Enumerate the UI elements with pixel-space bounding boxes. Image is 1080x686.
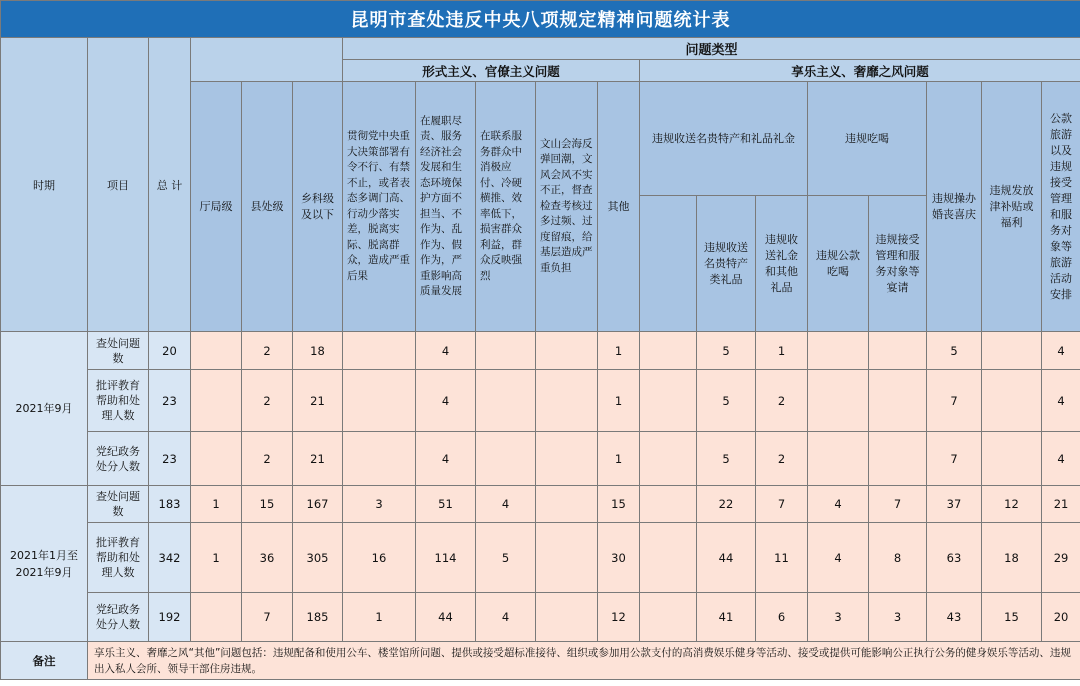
gift-spacer-cell xyxy=(640,593,697,642)
formalism-other-cell: 30 xyxy=(598,523,640,593)
formalism-col-3: 在联系服务群众中消极应付、冷硬横推、效率低下，损害群众利益，群众反映强烈 xyxy=(476,82,536,332)
formalism-1-cell: 16 xyxy=(343,523,416,593)
level-xiang-cell: 305 xyxy=(293,523,343,593)
travel-cell: 4 xyxy=(1042,370,1080,432)
formalism-2-cell: 114 xyxy=(416,523,476,593)
gift-b-cell: 1 xyxy=(756,332,808,370)
level-xian-cell: 2 xyxy=(242,370,293,432)
formalism-col-other: 其他 xyxy=(598,82,640,332)
eat-b-cell xyxy=(869,370,927,432)
gift-a-cell: 5 xyxy=(697,370,756,432)
level-xiang-cell: 18 xyxy=(293,332,343,370)
eat-a-cell xyxy=(808,332,869,370)
level-ting-cell: 1 xyxy=(191,523,242,593)
period-header: 时期 xyxy=(1,38,88,332)
gift-a-cell: 22 xyxy=(697,486,756,523)
gift-b-cell: 2 xyxy=(756,370,808,432)
wedding-cell: 7 xyxy=(927,432,982,486)
gift-a-cell: 41 xyxy=(697,593,756,642)
allowance-cell: 15 xyxy=(982,593,1042,642)
level-xian-cell: 2 xyxy=(242,432,293,486)
formalism-3-cell xyxy=(476,370,536,432)
wedding-cell: 63 xyxy=(927,523,982,593)
formalism-3-cell xyxy=(476,332,536,370)
total-cell: 342 xyxy=(149,523,191,593)
gift-spacer-cell xyxy=(640,332,697,370)
allowance-cell: 12 xyxy=(982,486,1042,523)
note-label: 备注 xyxy=(1,642,88,680)
formalism-2-cell: 4 xyxy=(416,332,476,370)
wedding-cell: 7 xyxy=(927,370,982,432)
gift-spacer-cell xyxy=(640,486,697,523)
eat-b-cell xyxy=(869,432,927,486)
gift-a-cell: 44 xyxy=(697,523,756,593)
formalism-other-cell: 15 xyxy=(598,486,640,523)
formalism-other-cell: 12 xyxy=(598,593,640,642)
travel-cell: 29 xyxy=(1042,523,1080,593)
item-header: 项目 xyxy=(88,38,149,332)
hedonism-gift-header: 违规收送名贵特产和礼品礼金 xyxy=(640,82,808,196)
level-xiang-cell: 185 xyxy=(293,593,343,642)
gift-b-cell: 2 xyxy=(756,432,808,486)
gift-b-cell: 11 xyxy=(756,523,808,593)
eat-b-cell: 3 xyxy=(869,593,927,642)
formalism-3-cell: 4 xyxy=(476,593,536,642)
level-xiang-header: 乡科级及以下 xyxy=(293,82,343,332)
level-xian-cell: 36 xyxy=(242,523,293,593)
level-xiang-cell: 167 xyxy=(293,486,343,523)
eat-a-cell: 4 xyxy=(808,523,869,593)
total-cell: 183 xyxy=(149,486,191,523)
allowance-cell xyxy=(982,332,1042,370)
level-ting-cell xyxy=(191,332,242,370)
row-item-label: 查处问题数 xyxy=(88,486,149,523)
formalism-2-cell: 51 xyxy=(416,486,476,523)
eat-b-cell xyxy=(869,332,927,370)
hedonism-travel-header: 公款旅游以及违规接受管理和服务对象等旅游活动安排 xyxy=(1042,82,1080,332)
eat-a-cell: 3 xyxy=(808,593,869,642)
formalism-1-cell: 3 xyxy=(343,486,416,523)
gift-spacer-cell xyxy=(640,370,697,432)
wedding-cell: 5 xyxy=(927,332,982,370)
eat-a-cell: 4 xyxy=(808,486,869,523)
formalism-4-cell xyxy=(536,332,598,370)
formalism-4-cell xyxy=(536,593,598,642)
period-label: 2021年9月 xyxy=(1,332,88,486)
total-cell: 23 xyxy=(149,370,191,432)
gift-a-cell: 5 xyxy=(697,432,756,486)
level-ting-header: 厅局级 xyxy=(191,82,242,332)
level-xiang-cell: 21 xyxy=(293,432,343,486)
row-item-label: 批评教育帮助和处理人数 xyxy=(88,370,149,432)
formalism-3-cell xyxy=(476,432,536,486)
note-text: 享乐主义、奢靡之风“其他”问题包括：违规配备和使用公车、楼堂馆所问题、提供或接受超标准接待、组织或参加用公款支付的高消费娱乐健身等活动、接受或提供可能影响公正执行公务的健身娱乐等活动、违规出入私人会所、领导干部住房违规。 xyxy=(88,642,1080,680)
formalism-other-cell: 1 xyxy=(598,332,640,370)
level-ting-cell xyxy=(191,432,242,486)
formalism-other-cell: 1 xyxy=(598,432,640,486)
gift-a-cell: 5 xyxy=(697,332,756,370)
level-xian-header: 县处级 xyxy=(242,82,293,332)
row-item-label: 批评教育帮助和处理人数 xyxy=(88,523,149,593)
eat-b-cell: 7 xyxy=(869,486,927,523)
level-ting-cell xyxy=(191,370,242,432)
eat-b-cell: 8 xyxy=(869,523,927,593)
total-header: 总 计 xyxy=(149,38,191,332)
travel-cell: 4 xyxy=(1042,332,1080,370)
formalism-1-cell xyxy=(343,332,416,370)
formalism-3-cell: 5 xyxy=(476,523,536,593)
row-item-label: 党纪政务处分人数 xyxy=(88,593,149,642)
gift-spacer-cell xyxy=(640,432,697,486)
gift-sub-b: 违规收送礼金和其他礼品 xyxy=(756,196,808,332)
level-group-header xyxy=(191,38,343,82)
formalism-1-cell: 1 xyxy=(343,593,416,642)
formalism-header: 形式主义、官僚主义问题 xyxy=(343,60,640,82)
formalism-2-cell: 4 xyxy=(416,370,476,432)
eat-a-cell xyxy=(808,432,869,486)
eat-a-cell xyxy=(808,370,869,432)
row-item-label: 党纪政务处分人数 xyxy=(88,432,149,486)
level-ting-cell: 1 xyxy=(191,486,242,523)
gift-b-cell: 6 xyxy=(756,593,808,642)
formalism-4-cell xyxy=(536,486,598,523)
formalism-3-cell: 4 xyxy=(476,486,536,523)
problem-type-header: 问题类型 xyxy=(343,38,1080,60)
gift-sub-a: 违规收送名贵特产类礼品 xyxy=(697,196,756,332)
total-cell: 192 xyxy=(149,593,191,642)
travel-cell: 4 xyxy=(1042,432,1080,486)
travel-cell: 21 xyxy=(1042,486,1080,523)
formalism-col-1: 贯彻党中央重大决策部署有令不行、有禁不止，或者表态多调门高、行动少落实差，脱离实际、脱离群众，造成严重后果 xyxy=(343,82,416,332)
allowance-cell xyxy=(982,432,1042,486)
formalism-4-cell xyxy=(536,432,598,486)
level-xian-cell: 2 xyxy=(242,332,293,370)
row-item-label: 查处问题数 xyxy=(88,332,149,370)
formalism-col-2: 在履职尽责、服务经济社会发展和生态环境保护方面不担当、不作为、乱作为、假作为，严重影响高质量发展 xyxy=(416,82,476,332)
formalism-other-cell: 1 xyxy=(598,370,640,432)
eat-sub-a: 违规公款吃喝 xyxy=(808,196,869,332)
hedonism-wedding-header: 违规操办婚丧喜庆 xyxy=(927,82,982,332)
level-xiang-cell: 21 xyxy=(293,370,343,432)
allowance-cell xyxy=(982,370,1042,432)
gift-spacer xyxy=(640,196,697,332)
formalism-2-cell: 44 xyxy=(416,593,476,642)
hedonism-eat-header: 违规吃喝 xyxy=(808,82,927,196)
level-xian-cell: 15 xyxy=(242,486,293,523)
hedonism-header: 享乐主义、奢靡之风问题 xyxy=(640,60,1080,82)
gift-spacer-cell xyxy=(640,523,697,593)
total-cell: 23 xyxy=(149,432,191,486)
hedonism-allowance-header: 违规发放津补贴或福利 xyxy=(982,82,1042,332)
table-title: 昆明市查处违反中央八项规定精神问题统计表 xyxy=(1,1,1080,38)
formalism-4-cell xyxy=(536,370,598,432)
period-label: 2021年1月至2021年9月 xyxy=(1,486,88,642)
level-ting-cell xyxy=(191,593,242,642)
travel-cell: 20 xyxy=(1042,593,1080,642)
formalism-4-cell xyxy=(536,523,598,593)
total-cell: 20 xyxy=(149,332,191,370)
wedding-cell: 43 xyxy=(927,593,982,642)
formalism-1-cell xyxy=(343,432,416,486)
level-xian-cell: 7 xyxy=(242,593,293,642)
allowance-cell: 18 xyxy=(982,523,1042,593)
wedding-cell: 37 xyxy=(927,486,982,523)
gift-b-cell: 7 xyxy=(756,486,808,523)
formalism-col-4: 文山会海反弹回潮，文风会风不实不正，督查检查考核过多过频、过度留痕，给基层造成严重负担 xyxy=(536,82,598,332)
formalism-1-cell xyxy=(343,370,416,432)
formalism-2-cell: 4 xyxy=(416,432,476,486)
eat-sub-b: 违规接受管理和服务对象等宴请 xyxy=(869,196,927,332)
